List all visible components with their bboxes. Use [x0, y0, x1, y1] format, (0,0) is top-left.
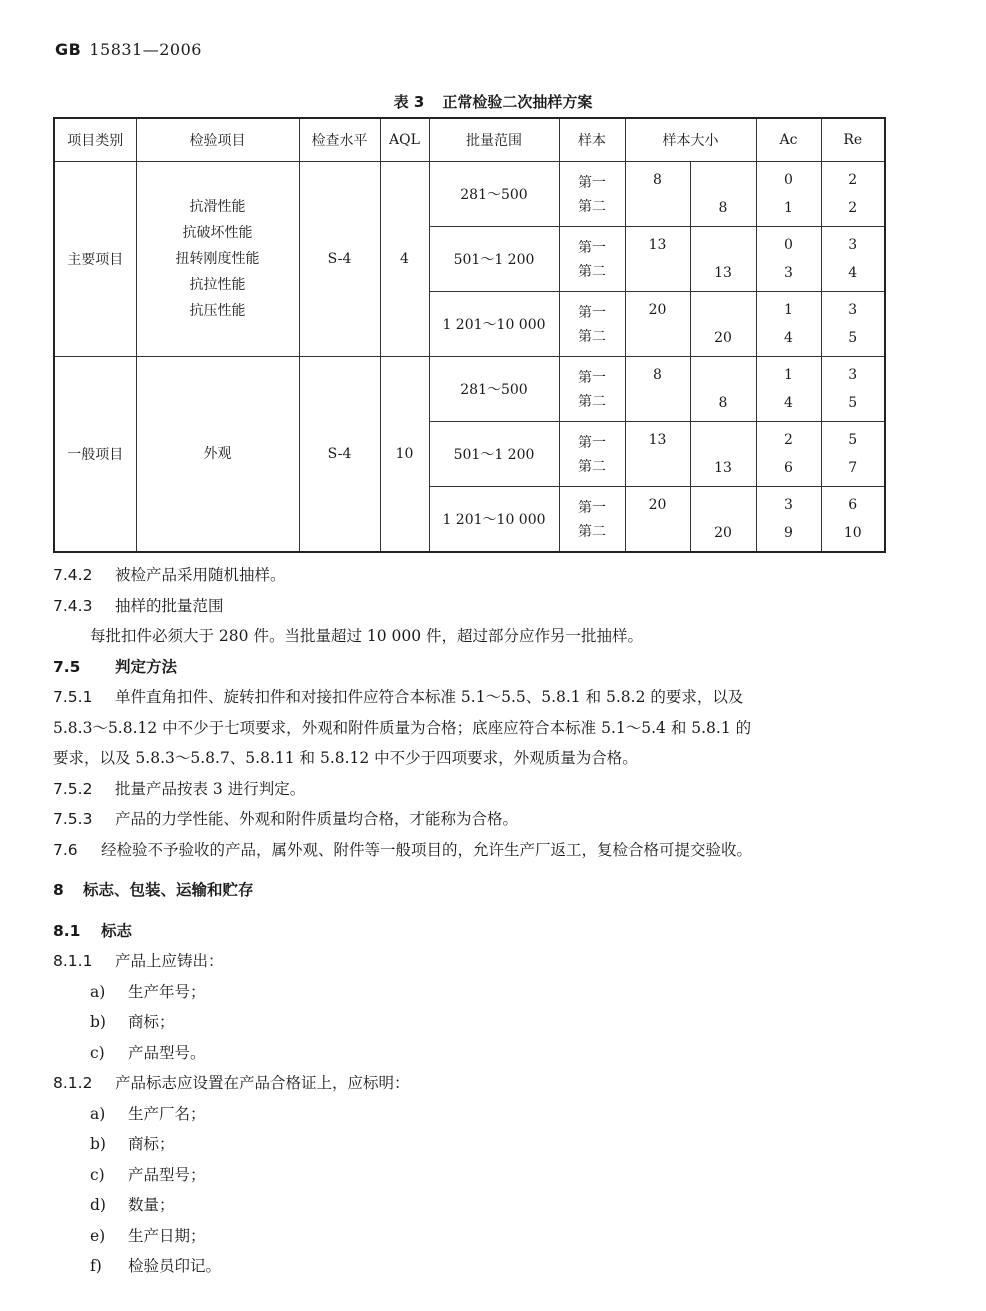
list-marker: c) [90, 1165, 105, 1184]
list-marker: b) [90, 1135, 106, 1153]
list-8-1-1 [53, 977, 933, 1069]
ac-second: 4 [784, 395, 793, 411]
clause-7-4-2: 7.4.2 被检产品采用随机抽样。 [53, 566, 286, 584]
batch-range-cell: 1 201～10 000 [429, 292, 559, 357]
list-text: 生产厂名； [128, 1104, 206, 1123]
header-ac: Ac [756, 118, 821, 162]
batch-range-cell: 501～1 200 [429, 422, 559, 487]
re-cell [821, 487, 885, 553]
re-first: 5 [848, 432, 858, 448]
ac-first: 0 [784, 172, 793, 188]
sample-size-first-cell [625, 422, 690, 487]
list-8-1-2 [53, 1099, 933, 1282]
ac-cell [756, 487, 821, 553]
re-cell [821, 162, 885, 227]
ac-first: 1 [784, 302, 793, 318]
sample-size-first-cell [625, 162, 690, 227]
list-item [90, 1099, 933, 1130]
batch-range-cell: 281～500 [429, 162, 559, 227]
ac-cell [756, 162, 821, 227]
ac-cell [756, 357, 821, 422]
category-cell: 一般项目 [54, 357, 136, 553]
list-item [90, 977, 933, 1008]
ac-cell [756, 422, 821, 487]
list-item [90, 1007, 933, 1038]
inspection-item: 抗压性能 [189, 303, 246, 319]
inspection-items-cell [136, 162, 299, 357]
clause-7-5-1-line3: 要求，以及 5.8.3～5.8.7、5.8.11 和 5.8.12 中不少于四项要求，外观质量为合格。 [53, 749, 638, 767]
sample-cell [559, 422, 625, 487]
inspection-item: 抗滑性能 [189, 199, 246, 215]
aql-cell: 4 [380, 162, 429, 357]
re-first: 3 [848, 237, 858, 253]
list-item [90, 1160, 933, 1191]
ac-second: 3 [784, 265, 793, 281]
re-cell [821, 292, 885, 357]
re-second: 7 [848, 460, 858, 476]
document-body [53, 560, 933, 1282]
table-row [54, 357, 885, 422]
standard-code: GB [55, 40, 82, 59]
inspection-item: 抗拉性能 [189, 277, 246, 293]
inspection-items-cell [136, 357, 299, 553]
sample-cell [559, 357, 625, 422]
list-text: 生产年号； [128, 982, 206, 1001]
sample-cell [559, 487, 625, 553]
sampling-table [53, 117, 886, 553]
table-header-row [54, 118, 885, 162]
sample-first: 第一 [578, 175, 606, 191]
list-marker: d) [90, 1196, 106, 1214]
list-marker: e) [90, 1226, 106, 1245]
sample-size-first: 20 [648, 302, 667, 318]
sample-size-second: 8 [718, 200, 728, 216]
ac-cell [756, 227, 821, 292]
sample-size-second-cell [690, 422, 756, 487]
re-second: 2 [848, 200, 858, 216]
list-marker: a) [90, 982, 106, 1001]
inspection-item: 抗破坏性能 [182, 225, 253, 241]
sample-second: 第二 [578, 459, 606, 475]
re-second: 5 [848, 330, 858, 346]
sample-second: 第二 [578, 264, 606, 280]
ac-first: 2 [784, 432, 793, 448]
list-text: 产品型号； [128, 1165, 206, 1184]
list-text: 数量； [128, 1196, 175, 1214]
list-text: 产品型号。 [128, 1043, 206, 1062]
list-text: 检验员印记。 [128, 1257, 222, 1275]
sample-size-first-cell [625, 357, 690, 422]
header-category: 项目类别 [54, 118, 136, 162]
batch-range-cell: 1 201～10 000 [429, 487, 559, 553]
category-cell: 主要项目 [54, 162, 136, 357]
aql-cell: 10 [380, 357, 429, 553]
list-marker: b) [90, 1013, 106, 1031]
sample-size-first: 20 [648, 497, 667, 513]
list-text: 生产日期； [128, 1226, 206, 1245]
list-item [90, 1221, 933, 1252]
sample-size-first: 8 [653, 172, 662, 188]
re-first: 3 [848, 302, 858, 318]
level-cell: S-4 [299, 357, 380, 553]
sample-first: 第一 [578, 370, 606, 386]
sample-size-second: 20 [714, 525, 732, 541]
sample-first: 第一 [578, 240, 606, 256]
re-second: 5 [848, 395, 858, 411]
list-item [90, 1251, 933, 1282]
sample-first: 第一 [578, 500, 606, 516]
standard-number: 15831—2006 [89, 40, 202, 59]
sample-size-first-cell [625, 487, 690, 553]
level-cell: S-4 [299, 162, 380, 357]
list-text: 商标； [128, 1013, 175, 1031]
list-marker: a) [90, 1104, 106, 1123]
re-cell [821, 422, 885, 487]
sample-size-second-cell [690, 292, 756, 357]
clause-8-1-2: 8.1.2 产品标志应设置在产品合格证上，应标明： [53, 1074, 410, 1092]
list-marker: f) [90, 1257, 102, 1275]
re-first: 2 [848, 172, 858, 188]
ac-first: 3 [784, 497, 793, 513]
batch-range-cell: 281～500 [429, 357, 559, 422]
table-caption [0, 91, 986, 112]
sample-cell [559, 227, 625, 292]
list-item [90, 1129, 933, 1160]
clause-7-5-1: 7.5.1 单件直角扣件、旋转扣件和对接扣件应符合本标准 5.1～5.5、5.8.1 和 5.8.2 的要求，以及 [53, 688, 744, 706]
header-aql: AQL [380, 118, 429, 162]
sample-size-second: 13 [714, 460, 732, 476]
header-sample-size: 样本大小 [625, 118, 756, 162]
clause-7-5-1-line2: 5.8.3～5.8.12 中不少于七项要求，外观和附件质量为合格；底座应符合本标准 5.1～5.4 和 5.8.1 的 [53, 718, 752, 737]
standard-header [55, 40, 202, 59]
sample-second: 第二 [578, 394, 606, 410]
list-marker: c) [90, 1043, 105, 1062]
sample-cell [559, 292, 625, 357]
re-first: 6 [848, 497, 858, 513]
sample-first: 第一 [578, 305, 606, 321]
clause-7-4-3: 7.4.3 抽样的批量范围 [53, 596, 224, 615]
sample-size-second-cell [690, 357, 756, 422]
header-level: 检查水平 [299, 118, 380, 162]
sample-second: 第二 [578, 199, 606, 215]
list-item [90, 1190, 933, 1221]
ac-second: 9 [784, 525, 793, 541]
sample-size-second-cell [690, 487, 756, 553]
sample-size-second: 20 [714, 330, 732, 346]
sample-size-first-cell [625, 292, 690, 357]
inspection-item: 扭转刚度性能 [175, 251, 260, 267]
sample-size-first: 13 [648, 237, 667, 253]
header-re: Re [821, 118, 885, 162]
sample-size-first: 8 [653, 367, 662, 383]
clause-7-5-2: 7.5.2 批量产品按表 3 进行判定。 [53, 779, 306, 798]
table-row [54, 162, 885, 227]
ac-second: 4 [784, 330, 793, 346]
ac-first: 0 [784, 237, 793, 253]
sample-size-second-cell [690, 162, 756, 227]
header-sample: 样本 [559, 118, 625, 162]
section-8-1: 8.1 标志 [53, 921, 133, 940]
re-cell [821, 227, 885, 292]
clause-7-6: 7.6 经检验不予验收的产品，属外观、附件等一般项目的，允许生产厂返工，复检合格可提交验收。 [53, 840, 753, 859]
ac-first: 1 [784, 367, 793, 383]
sample-cell [559, 162, 625, 227]
inspection-item: 外观 [203, 446, 232, 462]
re-second: 10 [843, 525, 862, 541]
clause-7-5-3: 7.5.3 产品的力学性能、外观和附件质量均合格，才能称为合格。 [53, 810, 519, 828]
batch-range-cell: 501～1 200 [429, 227, 559, 292]
clause-8-1-1: 8.1.1 产品上应铸出： [53, 952, 224, 970]
header-item: 检验项目 [136, 118, 299, 162]
table-caption-number: 表 3 [393, 93, 425, 111]
ac-second: 6 [784, 460, 793, 476]
sample-size-second: 13 [714, 265, 732, 281]
ac-cell [756, 292, 821, 357]
list-item [90, 1038, 933, 1069]
sample-size-second: 8 [718, 395, 728, 411]
sample-second: 第二 [578, 329, 606, 345]
sample-size-first-cell [625, 227, 690, 292]
header-range: 批量范围 [429, 118, 559, 162]
re-first: 3 [848, 367, 858, 383]
sample-size-second-cell [690, 227, 756, 292]
sample-size-first: 13 [648, 432, 667, 448]
re-second: 4 [848, 265, 858, 281]
list-text: 商标； [128, 1135, 175, 1153]
ac-second: 1 [784, 200, 793, 216]
clause-7-4-3-body: 每批扣件必须大于 280 件。当批量超过 10 000 件，超过部分应作另一批抽样。 [90, 627, 644, 645]
sample-first: 第一 [578, 435, 606, 451]
re-cell [821, 357, 885, 422]
section-7-5: 7.5 判定方法 [53, 657, 178, 676]
section-8: 8 标志、包装、运输和贮存 [53, 881, 254, 899]
sample-second: 第二 [578, 524, 606, 540]
table-caption-title: 正常检验二次抽样方案 [442, 93, 593, 111]
